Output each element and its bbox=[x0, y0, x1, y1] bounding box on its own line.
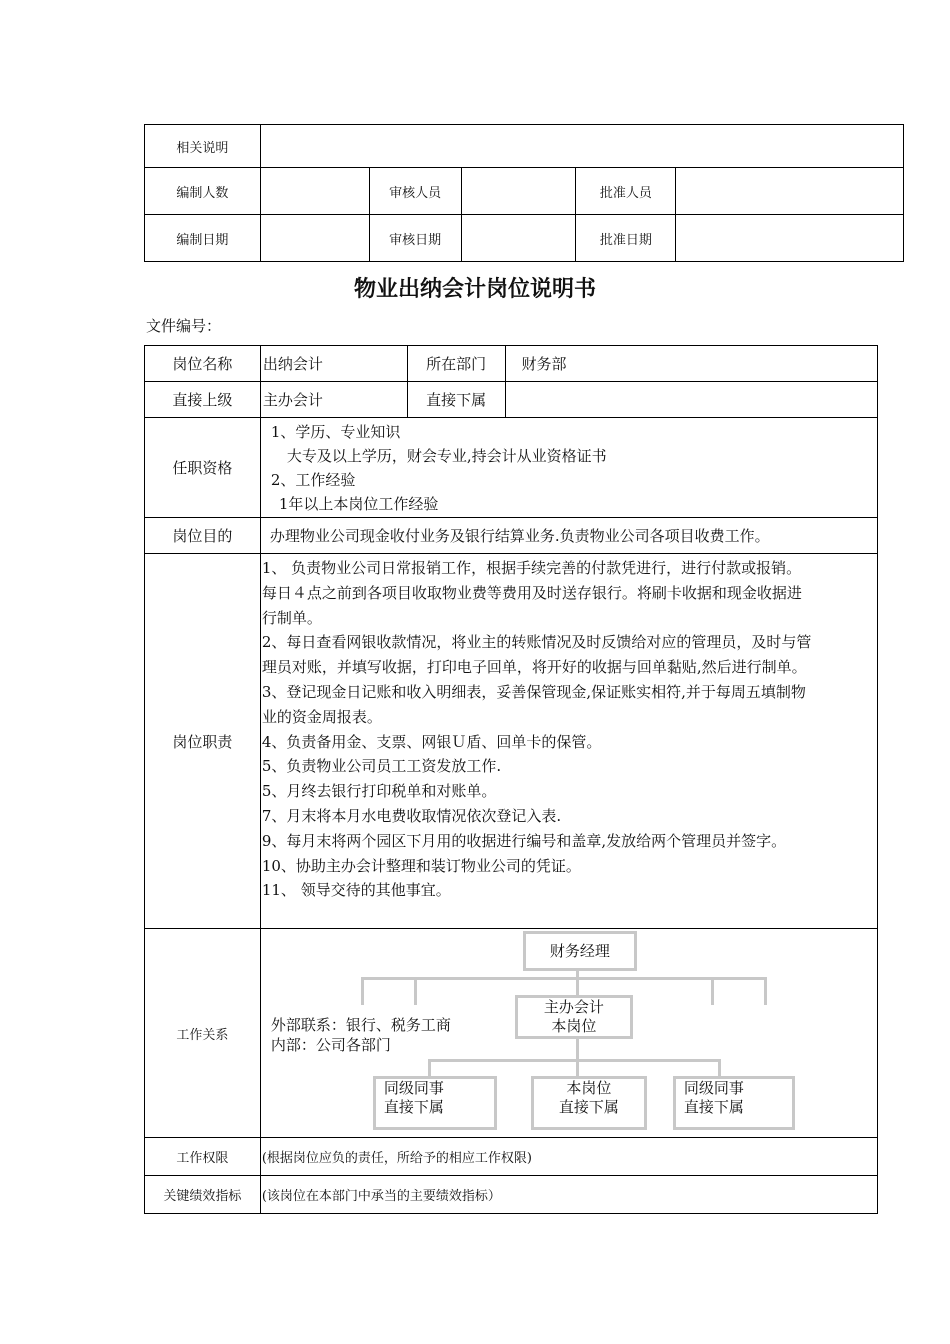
job-name-label: 岗位名称 bbox=[145, 346, 261, 382]
duties-label: 岗位职责 bbox=[145, 554, 261, 929]
job-name-value: 出纳会计 bbox=[260, 346, 407, 382]
duty-line: 4、负责备用金、支票、网银Ｕ盾、回单卡的保管。 bbox=[261, 732, 602, 751]
org-box-self-text: 直接下属 bbox=[558, 1098, 619, 1116]
duty-line: 1、 负责物业公司日常报销工作，根据手续完善的付款凭进行，进行付款或报销。 bbox=[261, 559, 802, 577]
duty-line: 11、 领导交待的其他事宜。 bbox=[261, 881, 451, 900]
duty-line: 理员对账，并填写收据，打印电子回单，将开好的收据与回单黏贴,然后进行制单。 bbox=[261, 658, 807, 677]
org-box-self-text: 本岗位 bbox=[566, 1079, 612, 1097]
org-connector bbox=[428, 1059, 718, 1062]
org-box-chief-text: 主办会计 bbox=[543, 998, 604, 1016]
duty-line: 2、每日查看网银收款情况，将业主的转账情况及时反馈给对应的管理员，及时与管 bbox=[261, 633, 812, 652]
purpose-value: 办理物业公司现金收付业务及银行结算业务.负责物业公司各项目收费工作。 bbox=[260, 518, 877, 554]
org-connector bbox=[576, 1036, 579, 1060]
editor-label: 编制人数 bbox=[145, 168, 261, 215]
org-box-right-text: 直接下属 bbox=[683, 1098, 744, 1116]
approver-value[interactable] bbox=[676, 168, 904, 215]
org-connector bbox=[361, 977, 767, 980]
editor-value[interactable] bbox=[260, 168, 369, 215]
qualification-value bbox=[260, 418, 877, 518]
approve-date-label: 批准日期 bbox=[576, 215, 676, 262]
subordinate-label: 直接下属 bbox=[407, 382, 505, 418]
department-label: 所在部门 bbox=[407, 346, 505, 382]
qualification-line: 2、工作经验 bbox=[270, 470, 356, 489]
org-box-left-text: 同级同事 bbox=[383, 1079, 444, 1097]
page-title: 物业出纳会计岗位说明书 bbox=[353, 277, 596, 302]
duty-line: 10、协助主办会计整理和装订物业公司的凭证。 bbox=[261, 856, 581, 875]
edit-date-label: 编制日期 bbox=[145, 215, 261, 262]
work-relation-chart bbox=[260, 929, 877, 1138]
org-connector bbox=[711, 977, 714, 1005]
org-box-manager bbox=[523, 931, 637, 971]
work-relation-label: 工作关系 bbox=[145, 929, 261, 1138]
duties-value bbox=[260, 554, 877, 929]
org-box-right-text: 同级同事 bbox=[683, 1079, 744, 1097]
purpose-label: 岗位目的 bbox=[145, 518, 261, 554]
org-connector bbox=[414, 977, 417, 1005]
kpi-label: 关键绩效指标 bbox=[145, 1176, 261, 1214]
org-box-left-text: 直接下属 bbox=[383, 1098, 444, 1116]
duty-line: 7、月末将本月水电费收取情况依次登记入表. bbox=[261, 806, 562, 825]
org-box-peer-right bbox=[673, 1076, 795, 1130]
review-date-label: 审核日期 bbox=[369, 215, 461, 262]
duty-line: 5、月终去银行打印税单和对账单。 bbox=[261, 782, 497, 801]
reviewer-label: 审核人员 bbox=[369, 168, 461, 215]
duty-line: 9、每月末将两个园区下月用的收据进行编号和盖章,发放给两个管理员并签字。 bbox=[261, 831, 787, 850]
org-connector bbox=[428, 1059, 431, 1077]
superior-value: 主办会计 bbox=[260, 382, 407, 418]
duty-line: 业的资金周报表。 bbox=[261, 707, 382, 726]
org-connector bbox=[576, 1059, 579, 1077]
document-number-label: 文件编号： bbox=[146, 317, 222, 335]
approve-date-value[interactable] bbox=[676, 215, 904, 262]
internal-contacts: 内部：公司各部门 bbox=[270, 1036, 391, 1054]
org-box-peer-left bbox=[373, 1076, 497, 1130]
org-box-self bbox=[531, 1076, 647, 1130]
org-connector bbox=[576, 977, 579, 997]
contacts-text bbox=[271, 1015, 451, 1055]
authority-value: (根据岗位应负的责任，所给予的相应工作权限) bbox=[260, 1138, 877, 1176]
duty-line: 行制单。 bbox=[261, 608, 322, 627]
duty-line: 5、负责物业公司员工工资发放工作. bbox=[261, 757, 502, 776]
superior-label: 直接上级 bbox=[145, 382, 261, 418]
authority-label: 工作权限 bbox=[145, 1138, 261, 1176]
org-box-chief-accountant bbox=[515, 995, 633, 1039]
edit-date-value[interactable] bbox=[260, 215, 369, 262]
qualification-line: 大专及以上学历，财会专业,持会计从业资格证书 bbox=[286, 446, 607, 465]
qualification-line: 1年以上本岗位工作经验 bbox=[278, 494, 439, 513]
related-notes-label: 相关说明 bbox=[145, 125, 261, 168]
org-connector bbox=[718, 1059, 721, 1077]
subordinate-value bbox=[505, 382, 878, 418]
kpi-value: (该岗位在本部门中承当的主要绩效指标） bbox=[260, 1176, 877, 1214]
qualification-label: 任职资格 bbox=[145, 418, 261, 518]
related-notes-value[interactable] bbox=[260, 125, 903, 168]
org-connector bbox=[764, 977, 767, 1005]
duty-line: 每日４点之前到各项目收取物业费等费用及时送存银行。将刷卡收据和现金收据进 bbox=[261, 583, 802, 602]
org-box-chief-text: 本岗位 bbox=[551, 1017, 597, 1035]
job-description-table bbox=[144, 345, 878, 1214]
duty-line: 3、登记现金日记账和收入明细表，妥善保管现金,保证账实相符,并于每周五填制物 bbox=[261, 682, 806, 701]
review-date-value[interactable] bbox=[461, 215, 576, 262]
reviewer-value[interactable] bbox=[461, 168, 576, 215]
org-box-manager-text: 财务经理 bbox=[549, 942, 610, 960]
department-value: 财务部 bbox=[505, 346, 878, 382]
approval-table bbox=[144, 124, 904, 262]
approver-label: 批准人员 bbox=[576, 168, 676, 215]
external-contacts: 外部联系：银行、税务工商 bbox=[270, 1016, 451, 1034]
qualification-line: 1、学历、专业知识 bbox=[270, 422, 401, 441]
org-connector bbox=[361, 977, 364, 1005]
